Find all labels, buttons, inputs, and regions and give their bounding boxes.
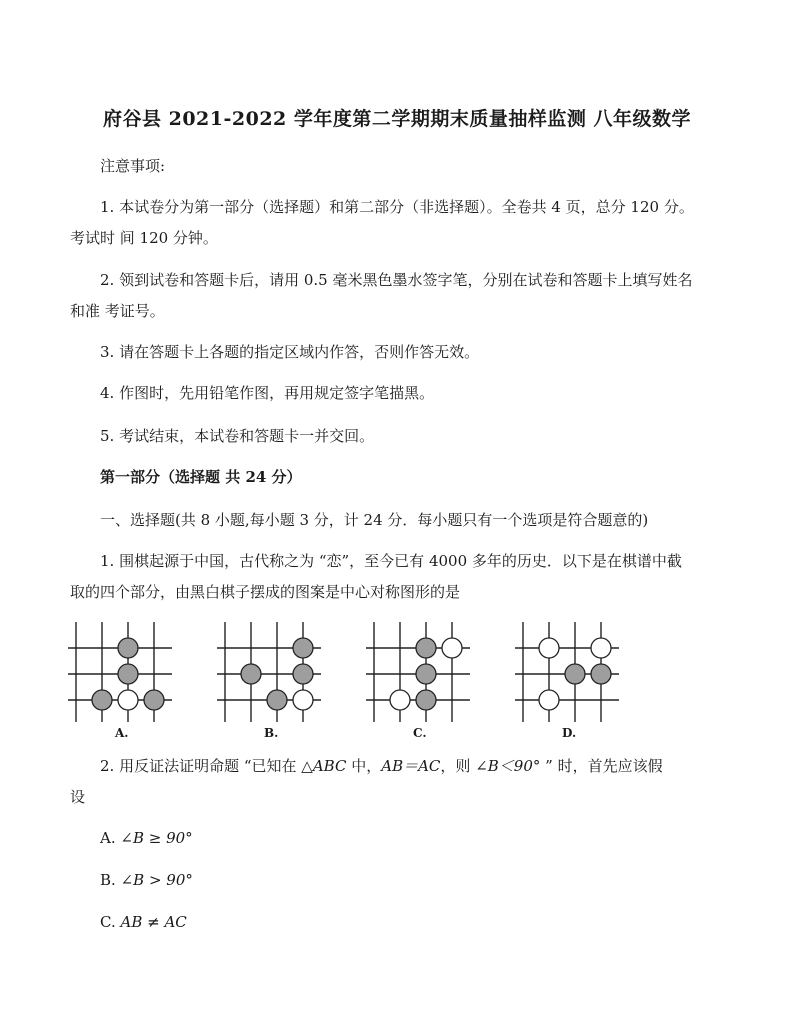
q2-option-a-label: A.	[100, 829, 116, 847]
q2-option-c-text: AB ≠ AC	[120, 913, 187, 931]
q2-math-angle-b: ∠B＜90°	[475, 757, 541, 775]
q2-option-c-label: C.	[100, 913, 116, 931]
q2-line-2: 设	[70, 788, 86, 806]
q2-math-triangle: △ABC	[301, 757, 347, 775]
go-board-d-svg	[515, 622, 625, 722]
q2-text-a: 2. 用反证法证明命题 “已知在	[100, 757, 302, 775]
q2-text-b: 中，	[346, 757, 382, 775]
go-stone-white-d	[591, 638, 611, 658]
q2-option-b-text: ∠B > 90°	[120, 871, 193, 889]
go-stone-gray-b	[267, 690, 287, 710]
go-stone-gray-a	[92, 690, 112, 710]
section1-instruction: 一、选择题(共 8 小题,每小题 3 分，计 24 分．每小题只有一个选项是符合题意的)	[100, 511, 649, 529]
q2-option-c	[100, 912, 187, 932]
go-stone-gray-b	[241, 664, 261, 684]
go-stone-gray-a	[118, 664, 138, 684]
go-stone-gray-b	[293, 664, 313, 684]
go-stone-gray-c	[416, 664, 436, 684]
go-stone-gray-a	[118, 638, 138, 658]
go-stone-gray-d	[565, 664, 585, 684]
note-2-line-2: 和准 考证号。	[70, 302, 165, 320]
q1-go-boards	[68, 622, 628, 744]
go-board-c-svg	[366, 622, 476, 722]
go-board-b-svg	[217, 622, 327, 722]
note-1-line-1: 1. 本试卷分为第一部分（选择题）和第二部分（非选择题）。全卷共 4 页，总分 120 分。	[100, 198, 694, 216]
note-1-line-2: 考试时 间 120 分钟。	[70, 229, 218, 247]
q2-line-1	[100, 756, 663, 776]
note-3: 3. 请在答题卡上各题的指定区域内作答，否则作答无效。	[100, 343, 480, 361]
q2-option-a-text: ∠B ≥ 90°	[120, 829, 193, 847]
go-stone-white-c	[390, 690, 410, 710]
q1-line-2: 取的四个部分，由黑白棋子摆成的图案是中心对称图形的是	[70, 583, 461, 601]
go-board-b	[217, 622, 327, 744]
go-board-c-label: C.	[413, 726, 427, 740]
note-5: 5. 考试结束，本试卷和答题卡一并交回。	[100, 427, 375, 445]
go-stone-white-b	[293, 690, 313, 710]
q2-option-b-label: B.	[100, 871, 116, 889]
go-board-a	[68, 622, 178, 744]
go-board-a-svg	[68, 622, 178, 722]
go-board-d-label: D.	[562, 726, 577, 740]
section1-heading: 第一部分（选择题 共 24 分）	[100, 468, 302, 486]
go-stone-gray-a	[144, 690, 164, 710]
go-stone-gray-c	[416, 638, 436, 658]
go-board-a-label: A.	[115, 726, 129, 740]
note-4: 4. 作图时，先用铅笔作图，再用规定签字笔描黑。	[100, 384, 435, 402]
go-stone-white-a	[118, 690, 138, 710]
notes-heading: 注意事项:	[100, 157, 166, 175]
q2-text-d: ” 时，首先应该假	[540, 757, 663, 775]
q2-text-c: ，则	[440, 757, 476, 775]
go-stone-white-d	[539, 638, 559, 658]
go-stone-gray-c	[416, 690, 436, 710]
q2-option-b	[100, 870, 193, 890]
q2-option-a	[100, 828, 193, 848]
go-stone-gray-b	[293, 638, 313, 658]
exam-title: 府谷县 2021-2022 学年度第二学期期末质量抽样监测 八年级数学	[103, 108, 691, 130]
go-board-c	[366, 622, 476, 744]
q2-math-ab-eq-ac: AB＝AC	[381, 757, 441, 775]
q1-line-1: 1. 围棋起源于中国，古代称之为 “恋”，至今已有 4000 多年的历史．以下是在棋谱中截	[100, 552, 682, 570]
go-board-d	[515, 622, 625, 744]
go-stone-white-c	[442, 638, 462, 658]
go-board-b-label: B.	[264, 726, 279, 740]
go-stone-white-d	[539, 690, 559, 710]
go-stone-gray-d	[591, 664, 611, 684]
note-2-line-1: 2. 领到试卷和答题卡后，请用 0.5 毫米黑色墨水签字笔，分别在试卷和答题卡上填写姓名	[100, 271, 693, 289]
